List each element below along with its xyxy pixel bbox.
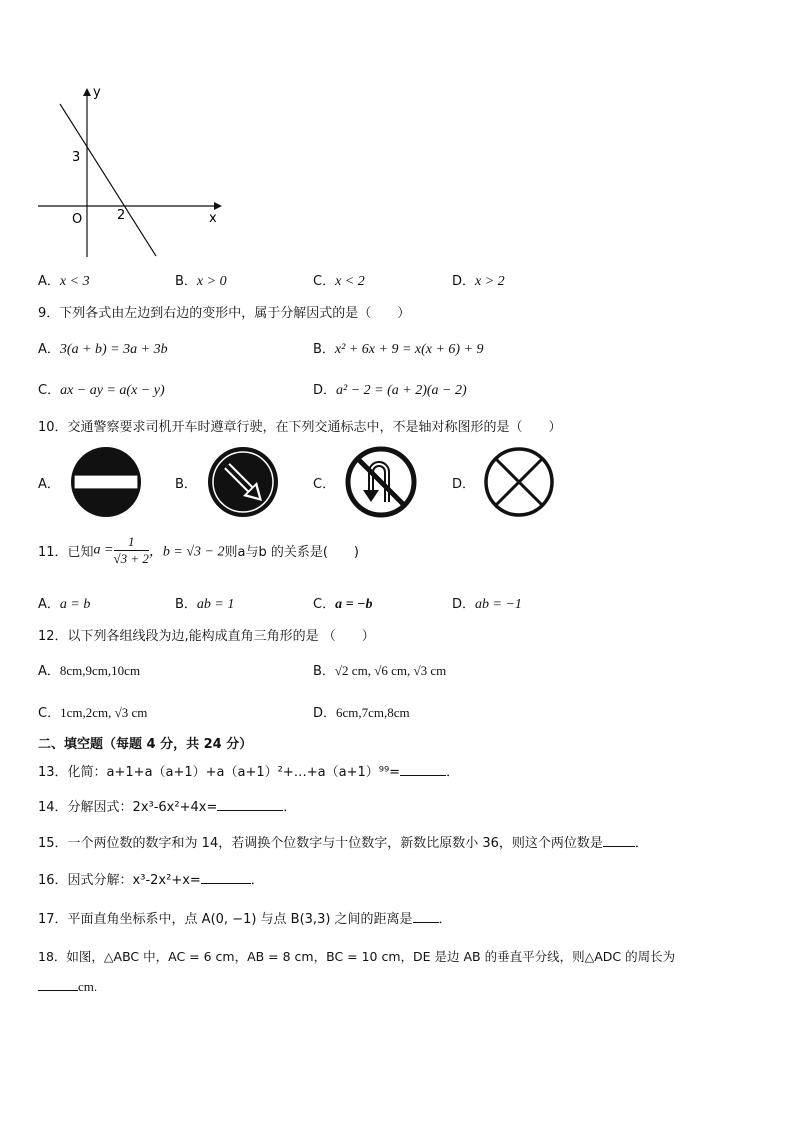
q11-a-lhs: a =	[93, 542, 114, 558]
q12-option-c[interactable]: C．1cm,2cm, √3 cm	[38, 705, 148, 721]
q17-text: 17．平面直角坐标系中，点 A(0, −1) 与点 B(3,3) 之间的距离是	[38, 912, 413, 927]
q11-stem	[38, 534, 359, 567]
q17-answer-blank[interactable]	[413, 910, 439, 923]
q18-line2: cm.	[38, 978, 97, 995]
x-axis-arrow-icon	[214, 202, 222, 210]
q16-answer-blank[interactable]	[201, 871, 251, 884]
q11-fraction	[114, 534, 149, 567]
q14-text: 14．分解因式：2x³-6x²+4x=	[38, 800, 218, 815]
no-entry-sign-icon[interactable]	[70, 446, 142, 518]
q16: 16．因式分解：x³-2x²+x= ．	[38, 873, 264, 888]
q17: 17．平面直角坐标系中，点 A(0, −1) 与点 B(3,3) 之间的距离是 ．	[38, 912, 452, 927]
no-u-turn-sign-icon[interactable]	[345, 446, 417, 518]
y-axis-arrow-icon	[83, 88, 91, 96]
x-axis-label: x	[209, 211, 217, 226]
q11-option-a[interactable]: A．a = b	[38, 597, 91, 612]
q15-answer-blank[interactable]	[603, 834, 635, 847]
q13: 13．化简：a+1+a（a+1）+a（a+1）²+…+a（a+1）⁹⁹= ．	[38, 765, 460, 780]
q10-option-d-letter: D．	[452, 477, 476, 492]
q12-stem: 12．以下列各组线段为边,能构成直角三角形的是 （ ）	[38, 629, 375, 644]
q9-option-c[interactable]: C．ax − ay = a(x − y)	[38, 383, 165, 398]
q14-answer-blank[interactable]	[217, 798, 283, 811]
q10-stem: 10．交通警察要求司机开车时遵章行驶，在下列交通标志中，不是轴对称图形的是（ ）	[38, 420, 562, 435]
q11-option-d[interactable]: D．ab = −1	[452, 597, 522, 612]
q11-stem-suffix: 则a与b 的关系是( )	[224, 545, 359, 560]
q11-option-c[interactable]: C．a = −b	[313, 597, 373, 612]
q8-option-a[interactable]: A．x < 3	[38, 274, 90, 289]
q15: 15．一个两位数的数字和为 14，若调换个位数字与十位数字，新数比原数小 36，则这个两位数是 ．	[38, 836, 648, 851]
q10-option-a-letter: A．	[38, 477, 60, 492]
x-cross-sign-icon[interactable]	[483, 446, 555, 518]
section-2-title: 二、填空题（每题 4 分，共 24 分）	[38, 737, 253, 752]
q14: 14．分解因式：2x³-6x²+4x= ．	[38, 800, 297, 815]
q11-fraction-denominator: √3 + 2	[113, 551, 149, 566]
graph-line	[60, 104, 156, 256]
y-intercept-label: 3	[72, 150, 81, 165]
q10-option-b-letter: B．	[175, 477, 197, 492]
q12-option-b[interactable]: B．√2 cm, √6 cm, √3 cm	[313, 663, 447, 679]
q16-text: 16．因式分解：x³-2x²+x=	[38, 873, 201, 888]
x-intercept-label: 2	[117, 208, 126, 223]
q11-b-expr: ，b = √3 − 2	[148, 544, 225, 560]
diagonal-arrow-sign-icon[interactable]	[207, 446, 279, 518]
q11-option-b[interactable]: B．ab = 1	[175, 597, 235, 612]
q8-option-b[interactable]: B．x > 0	[175, 274, 227, 289]
q11-stem-prefix: 11．已知	[38, 545, 94, 560]
q9-option-d[interactable]: D．a² − 2 = (a + 2)(a − 2)	[313, 383, 467, 398]
q15-text: 15．一个两位数的数字和为 14，若调换个位数字与十位数字，新数比原数小 36，则这个两位数是	[38, 836, 603, 851]
y-axis-label: y	[93, 85, 101, 100]
q11-fraction-numerator: 1	[114, 534, 149, 551]
coordinate-graph	[30, 82, 230, 262]
q18-line1: 18．如图，△ABC 中，AC = 6 cm，AB = 8 cm，BC = 10 cm，DE 是边 AB 的垂直平分线，则△ADC 的周长为	[38, 949, 676, 964]
q12-option-a[interactable]: A．8cm,9cm,10cm	[38, 663, 141, 679]
q10-option-c-letter: C．	[313, 477, 336, 492]
q13-text: 13．化简：a+1+a（a+1）+a（a+1）²+…+a（a+1）⁹⁹=	[38, 765, 401, 780]
q18-answer-blank[interactable]	[38, 978, 78, 991]
q8-option-c[interactable]: C．x < 2	[313, 274, 365, 289]
q9-option-a[interactable]: A．3(a + b) = 3a + 3b	[38, 342, 168, 357]
q9-stem: 9．下列各式由左边到右边的变形中，属于分解因式的是（ ）	[38, 306, 411, 321]
origin-label: O	[72, 212, 83, 227]
q9-option-b[interactable]: B．x² + 6x + 9 = x(x + 6) + 9	[313, 342, 484, 357]
q13-answer-blank[interactable]	[400, 763, 446, 776]
q8-option-d[interactable]: D．x > 2	[452, 274, 505, 289]
q12-option-d[interactable]: D．6cm,7cm,8cm	[313, 705, 410, 721]
